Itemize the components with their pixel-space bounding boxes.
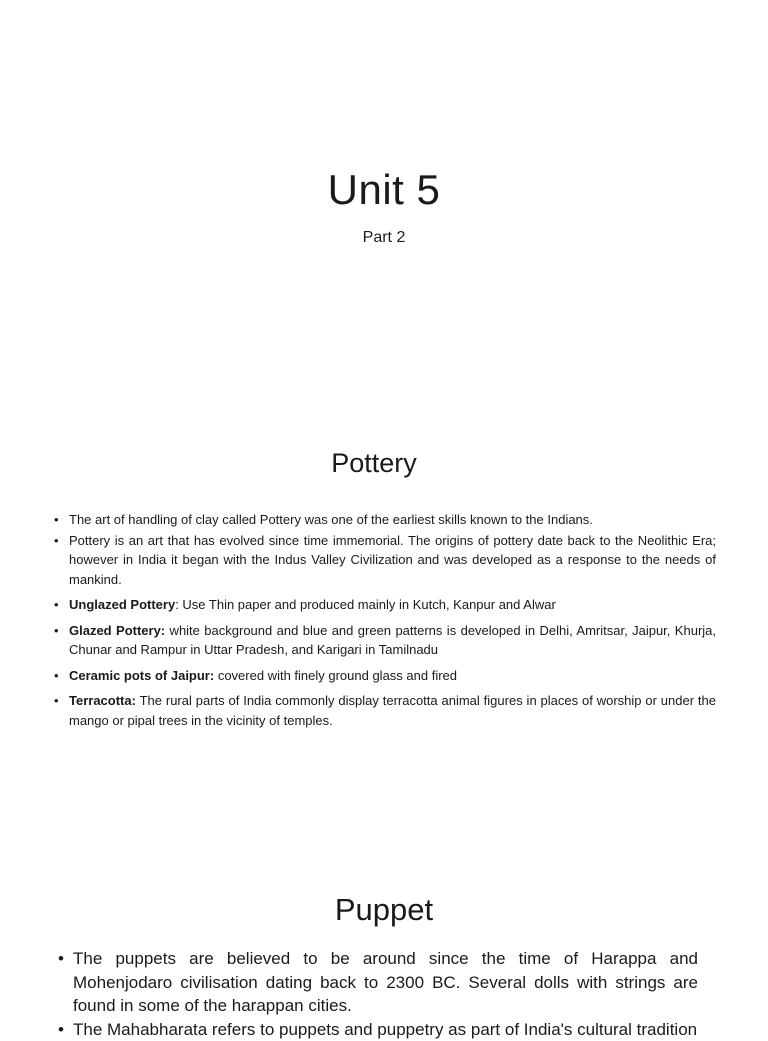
bullet-text: The Mahabharata refers to puppets and puppetry as part of India's cultural tradition	[73, 1020, 697, 1039]
bullet-text: Pottery is an art that has evolved since time immemorial. The origins of pottery date back to the Neolithic Era; however in India it began with the Indus Valley Civilization and was developed as a response to the needs of mankind.	[69, 533, 716, 587]
pottery-bullet-1	[54, 510, 716, 530]
puppet-slide	[0, 860, 768, 1024]
bullet-text: white background and blue and green patterns is developed in Delhi, Amritsar, Jaipur, Khurja, Chunar and Rampur in Uttar Pradesh, and Karigari in Tamilnadu	[69, 623, 716, 658]
slide-subtitle: Part 2	[0, 229, 768, 247]
pottery-bullet-unglazed	[54, 595, 716, 615]
pottery-bullet-terracotta	[54, 691, 716, 730]
puppet-heading: Puppet	[0, 892, 768, 928]
bullet-label: Ceramic pots of Jaipur:	[69, 668, 214, 683]
puppet-bullet-list	[58, 947, 698, 1041]
puppet-bullet-1	[58, 947, 698, 1018]
bullet-text: : Use Thin paper and produced mainly in Kutch, Kanpur and Alwar	[175, 597, 556, 612]
bullet-text: The art of handling of clay called Pottery was one of the earliest skills known to the Indians.	[69, 512, 593, 527]
title-slide	[0, 0, 768, 420]
slide-title: Unit 5	[0, 166, 768, 214]
bullet-text: covered with finely ground glass and fired	[214, 668, 457, 683]
bullet-label: Glazed Pottery:	[69, 623, 165, 638]
pottery-slide	[0, 420, 768, 860]
pottery-heading: Pottery	[0, 448, 748, 479]
bullet-text: The rural parts of India commonly display terracotta animal figures in places of worship or under the mango or pipal trees in the vicinity of temples.	[69, 693, 716, 728]
bullet-text: The puppets are believed to be around since the time of Harappa and Mohenjodaro civilisation dating back to 2300 BC. Several dolls with strings are found in some of the harappan cities.	[73, 949, 698, 1015]
pottery-bullet-glazed	[54, 621, 716, 660]
puppet-bullet-2	[58, 1018, 698, 1041]
pottery-bullet-ceramic	[54, 666, 716, 686]
pottery-bullet-list	[54, 510, 716, 736]
bullet-label: Unglazed Pottery	[69, 597, 175, 612]
pottery-bullet-2	[54, 531, 716, 590]
bullet-label: Terracotta:	[69, 693, 136, 708]
